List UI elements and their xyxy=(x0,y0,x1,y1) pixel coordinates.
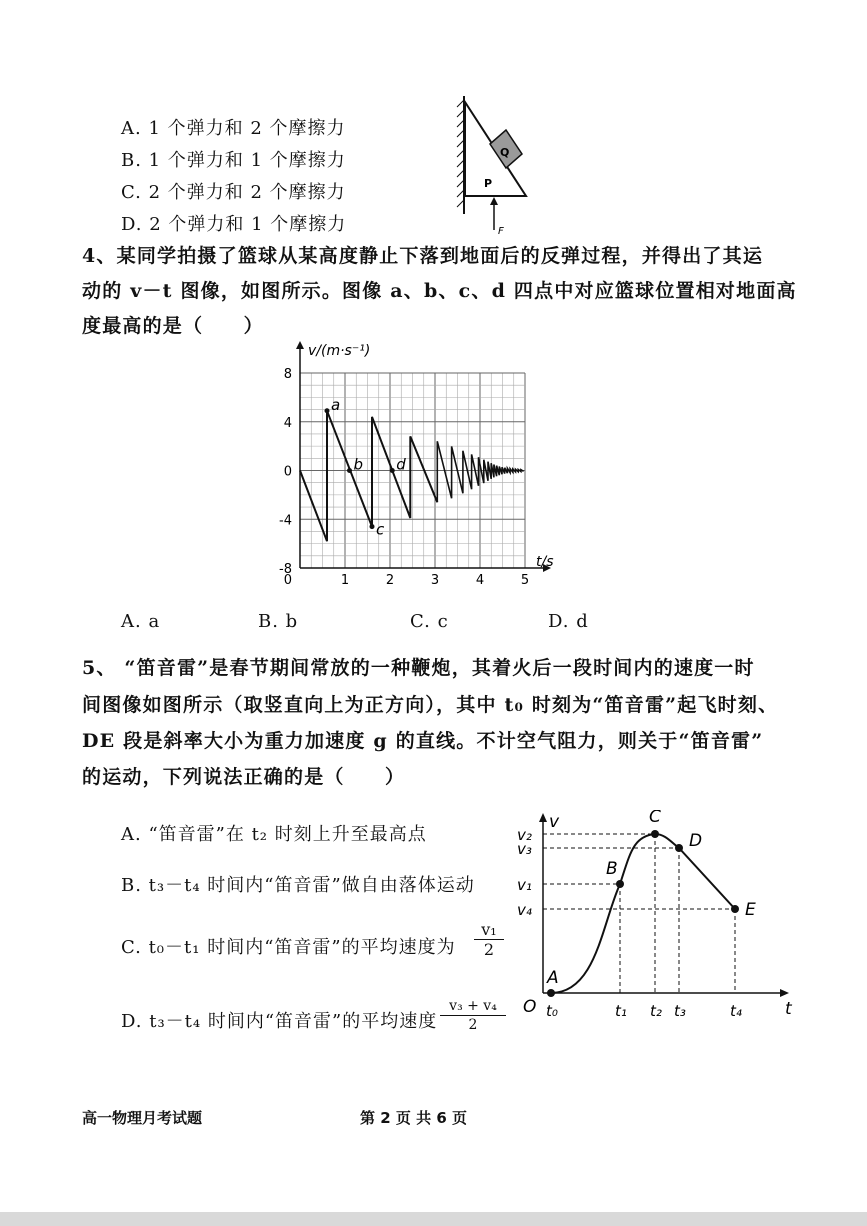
q5-line-3: DE 段是斜率大小为重力加速度 g 的直线。不计空气阻力，则关于“笛音雷” xyxy=(82,730,764,752)
y-tick-v₄: v₄ xyxy=(517,901,532,919)
point-E-dot xyxy=(731,905,739,913)
point-D-label: D xyxy=(689,831,703,851)
point-d-label: d xyxy=(396,455,406,474)
origin-label: O xyxy=(523,997,537,1017)
y-tick-v₃: v₃ xyxy=(517,840,532,858)
q5-option-a: A. “笛音雷”在 t₂ 时刻上升至最高点 xyxy=(121,824,427,845)
x-tick-label: 1 xyxy=(340,573,350,585)
point-B-label: B xyxy=(606,859,618,879)
point-A-label: A xyxy=(547,968,559,988)
q5-option-d: D. t₃－t₄ 时间内“笛音雷”的平均速度 xyxy=(121,1011,438,1032)
point-A-dot xyxy=(547,989,555,997)
point-c-dot xyxy=(370,524,375,529)
scan-edge-strip xyxy=(0,1212,867,1226)
y-tick-v₁: v₁ xyxy=(517,876,532,894)
q4-line-2: 动的 v－t 图像，如图所示。图像 a、b、c、d 四点中对应篮球位置相对地面高 xyxy=(82,280,797,302)
x-tick-label: 5 xyxy=(520,573,530,585)
y-axis-arrow xyxy=(296,341,304,349)
footer-page-number: 第 2 页 共 6 页 xyxy=(360,1109,467,1127)
point-D-dot xyxy=(675,844,683,852)
q5-option-c-fraction xyxy=(474,920,504,959)
q5-line-1: 5、 “笛音雷”是春节期间常放的一种鞭炮，其着火后一段时间内的速度一时 xyxy=(82,657,755,679)
q4-vt-chart xyxy=(270,335,560,585)
q5-d-denominator: 2 xyxy=(468,1017,478,1033)
q5-d-numerator: v₃ + v₄ xyxy=(440,997,506,1016)
y-tick-v₂: v₂ xyxy=(517,826,532,844)
point-d-dot xyxy=(390,468,395,473)
q3-option-d: D. 2 个弹力和 1 个摩擦力 xyxy=(121,214,347,235)
point-C-label: C xyxy=(649,810,661,827)
q5-option-d-fraction xyxy=(440,997,506,1034)
q5-line-4: 的运动，下列说法正确的是（ ） xyxy=(82,766,406,788)
q4-option-d: D. d xyxy=(548,611,589,632)
q4-line-1: 4、某同学拍摄了篮球从某高度静止下落到地面后的反弹过程，并得出了其运 xyxy=(82,245,764,267)
x-tick-label: 2 xyxy=(385,573,395,585)
x-tick-label: 0 xyxy=(283,573,292,585)
x-axis-label: t xyxy=(785,999,792,1019)
q3-option-b: B. 1 个弹力和 1 个摩擦力 xyxy=(121,150,346,171)
point-b-label: b xyxy=(353,455,364,474)
point-c-label: c xyxy=(376,520,385,539)
q5-c-denominator: 2 xyxy=(483,940,495,959)
y-axis-arrow xyxy=(539,813,547,822)
chart1-ylabel: v/(m·s⁻¹) xyxy=(308,343,371,359)
q3-option-c: C. 2 个弹力和 2 个摩擦力 xyxy=(121,182,346,203)
q4-option-b: B. b xyxy=(258,611,299,632)
q4-option-a: A. a xyxy=(121,611,161,632)
footer-title: 高一物理月考试题 xyxy=(82,1109,203,1127)
y-tick-label: 8 xyxy=(283,367,292,382)
chart1-xlabel: t/s xyxy=(536,554,554,570)
x-tick-t₁: t₁ xyxy=(615,1002,627,1020)
vt-curve xyxy=(551,834,735,993)
y-tick-label: 4 xyxy=(283,415,292,431)
point-B-dot xyxy=(616,880,624,888)
x-tick-label: 3 xyxy=(430,573,440,585)
y-tick-label: -8 xyxy=(279,562,292,577)
label-q: Q xyxy=(500,146,510,159)
point-b-dot xyxy=(347,468,352,473)
point-a-label: a xyxy=(331,395,341,414)
x-tick-label: 4 xyxy=(475,573,485,585)
vt-series-line xyxy=(300,411,437,541)
q5-option-b: B. t₃－t₄ 时间内“笛音雷”做自由落体运动 xyxy=(121,875,475,896)
point-E-label: E xyxy=(745,900,756,920)
q5-c-numerator: v₁ xyxy=(474,920,504,940)
q5-line-2: 间图像如图所示（取竖直向上为正方向），其中 t₀ 时刻为“笛音雷”起飞时刻、 xyxy=(82,694,779,716)
x-tick-t₀: t₀ xyxy=(546,1002,558,1020)
point-a-dot xyxy=(325,408,330,413)
q4-option-c: C. c xyxy=(410,611,449,632)
point-C-dot xyxy=(651,830,659,838)
label-f: F xyxy=(498,226,504,237)
y-tick-label: 0 xyxy=(283,464,292,480)
q3-option-a: A. 1 个弹力和 2 个摩擦力 xyxy=(121,118,346,139)
q5-vt-graph xyxy=(515,810,805,1025)
x-tick-t₂: t₂ xyxy=(650,1002,662,1020)
y-axis-label: v xyxy=(549,812,560,832)
label-p: P xyxy=(484,177,493,190)
q3-wedge-figure xyxy=(452,92,542,242)
x-tick-t₄: t₄ xyxy=(730,1002,742,1020)
y-tick-label: -4 xyxy=(279,513,292,529)
x-axis-arrow xyxy=(780,989,789,997)
q5-option-c: C. t₀－t₁ 时间内“笛音雷”的平均速度为 xyxy=(121,937,456,958)
x-tick-t₃: t₃ xyxy=(674,1002,686,1020)
q4-line-3: 度最高的是（ ） xyxy=(82,315,264,337)
chart1-axes xyxy=(279,341,551,585)
